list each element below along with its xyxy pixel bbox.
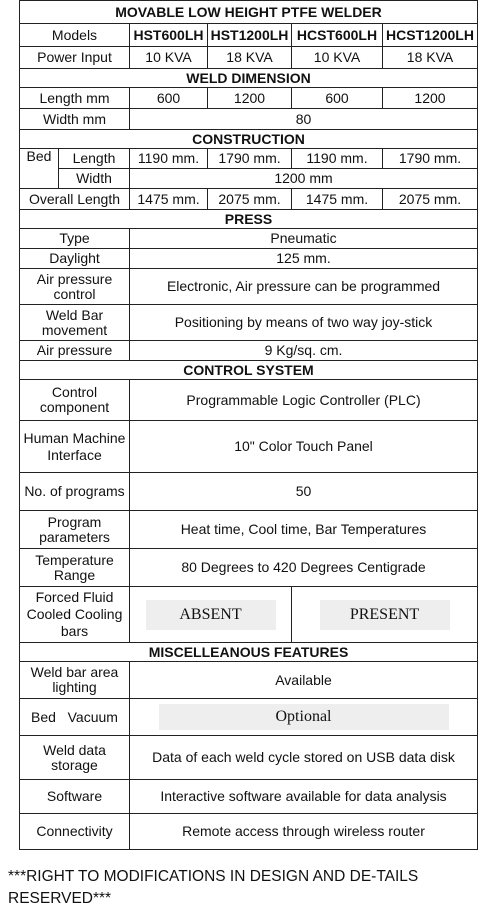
press-row xyxy=(20,269,478,305)
control-row xyxy=(20,380,478,421)
misc-row xyxy=(20,736,478,780)
press-type-value: Pneumatic xyxy=(130,229,478,249)
hmi-label: Human Machine Interface xyxy=(20,421,130,473)
section-row xyxy=(20,361,478,380)
control-row xyxy=(20,549,478,587)
hmi-value: 10" Color Touch Panel xyxy=(130,421,478,473)
control-row xyxy=(20,473,478,511)
daylight-value: 125 mm. xyxy=(130,249,478,269)
program-parameters-label: Program parameters xyxy=(20,511,130,549)
weld-bar-movement-value: Positioning by means of two way joy-stick xyxy=(130,305,478,341)
connectivity-label: Connectivity xyxy=(20,814,130,850)
cooling-bars-label: Forced Fluid Cooled Cooling bars xyxy=(20,587,130,643)
press-row xyxy=(20,249,478,269)
page-title: MOVABLE LOW HEIGHT PTFE WELDER xyxy=(20,1,478,24)
software-value: Interactive software available for data analysis xyxy=(130,780,478,814)
model-1: HST600LH xyxy=(130,24,208,47)
misc-row xyxy=(20,814,478,850)
power-input-value: 18 KVA xyxy=(208,47,292,69)
temperature-range-value: 80 Degrees to 420 Degrees Centigrade xyxy=(130,549,478,587)
press-row xyxy=(20,305,478,341)
power-input-value: 10 KVA xyxy=(292,47,383,69)
weld-data-storage-value: Data of each weld cycle stored on USB data disk xyxy=(130,736,478,780)
press-row xyxy=(20,229,478,249)
press-type-label: Type xyxy=(20,229,130,249)
power-input-value: 10 KVA xyxy=(130,47,208,69)
connectivity-value: Remote access through wireless router xyxy=(130,814,478,850)
cooling-absent-value: ABSENT xyxy=(146,600,276,630)
program-parameters-value: Heat time, Cool time, Bar Temperatures xyxy=(130,511,478,549)
bed-width-value: 1200 mm xyxy=(130,169,478,189)
programs-value: 50 xyxy=(130,473,478,511)
overall-length-value: 2075 mm. xyxy=(208,189,292,210)
section-row xyxy=(20,210,478,229)
title-row xyxy=(20,1,478,24)
bed-length-value: 1190 mm. xyxy=(292,149,383,169)
section-row xyxy=(20,69,478,88)
power-input-value: 18 KVA xyxy=(383,47,478,69)
programs-label: No. of programs xyxy=(20,473,130,511)
air-pressure-value: 9 Kg/sq. cm. xyxy=(130,341,478,361)
overall-length-value: 1475 mm. xyxy=(130,189,208,210)
air-pressure-control-label: Air pressure control xyxy=(20,269,130,305)
lighting-value: Available xyxy=(130,662,478,699)
misc-row xyxy=(20,662,478,699)
software-label: Software xyxy=(20,780,130,814)
cooling-present-cell xyxy=(292,587,478,643)
weld-length-value: 600 xyxy=(292,88,383,109)
overall-length-value: 2075 mm. xyxy=(383,189,478,210)
model-3: HCST600LH xyxy=(292,24,383,47)
control-component-value: Programmable Logic Controller (PLC) xyxy=(130,380,478,421)
power-input-row xyxy=(20,47,478,69)
press-row xyxy=(20,341,478,361)
overall-length-row xyxy=(20,189,478,210)
bed-width-label: Width xyxy=(59,169,130,189)
bed-length-row xyxy=(20,149,478,169)
model-2: HST1200LH xyxy=(208,24,292,47)
overall-length-label: Overall Length xyxy=(20,189,130,210)
control-system-heading: CONTROL SYSTEM xyxy=(20,361,478,380)
weld-length-value: 1200 xyxy=(383,88,478,109)
bed-length-value: 1190 mm. xyxy=(130,149,208,169)
cooling-absent-cell xyxy=(130,587,292,643)
weld-length-row xyxy=(20,88,478,109)
misc-row xyxy=(20,780,478,814)
construction-heading: CONSTRUCTION xyxy=(20,130,478,149)
control-component-label: Control component xyxy=(20,380,130,421)
bed-length-value: 1790 mm. xyxy=(208,149,292,169)
misc-row xyxy=(20,699,478,736)
weld-data-storage-label: Weld data storage xyxy=(20,736,130,780)
control-row xyxy=(20,421,478,473)
bed-label: Bed xyxy=(20,149,59,189)
weld-width-value: 80 xyxy=(130,109,478,130)
footer-note: ***RIGHT TO MODIFICATIONS IN DESIGN AND DE-TAILS RESERVED*** xyxy=(8,868,419,907)
bed-width-row xyxy=(20,169,478,189)
weld-dimension-heading: WELD DIMENSION xyxy=(20,69,478,88)
control-row xyxy=(20,511,478,549)
lighting-label: Weld bar area lighting xyxy=(20,662,130,699)
models-row xyxy=(20,24,478,47)
weld-width-row xyxy=(20,109,478,130)
bed-vacuum-cell xyxy=(130,699,478,736)
weld-length-label: Length mm xyxy=(20,88,130,109)
weld-length-value: 600 xyxy=(130,88,208,109)
section-row xyxy=(20,643,478,662)
press-heading: PRESS xyxy=(20,210,478,229)
weld-bar-movement-label: Weld Bar movement xyxy=(20,305,130,341)
cooling-row xyxy=(20,587,478,643)
air-pressure-label: Air pressure xyxy=(20,341,130,361)
section-row xyxy=(20,130,478,149)
daylight-label: Daylight xyxy=(20,249,130,269)
weld-width-label: Width mm xyxy=(20,109,130,130)
bed-length-value: 1790 mm. xyxy=(383,149,478,169)
bed-vacuum-label: Bed Vacuum xyxy=(20,699,130,736)
overall-length-value: 1475 mm. xyxy=(292,189,383,210)
temperature-range-label: Temperature Range xyxy=(20,549,130,587)
models-label: Models xyxy=(20,24,130,47)
weld-length-value: 1200 xyxy=(208,88,292,109)
power-input-label: Power Input xyxy=(20,47,130,69)
cooling-present-value: PRESENT xyxy=(320,600,450,630)
bed-length-label: Length xyxy=(59,149,130,169)
misc-heading: MISCELLEANOUS FEATURES xyxy=(20,643,478,662)
bed-vacuum-value: Optional xyxy=(159,704,449,730)
air-pressure-control-value: Electronic, Air pressure can be programmed xyxy=(130,269,478,305)
model-4: HCST1200LH xyxy=(383,24,478,47)
spec-table xyxy=(19,0,478,850)
